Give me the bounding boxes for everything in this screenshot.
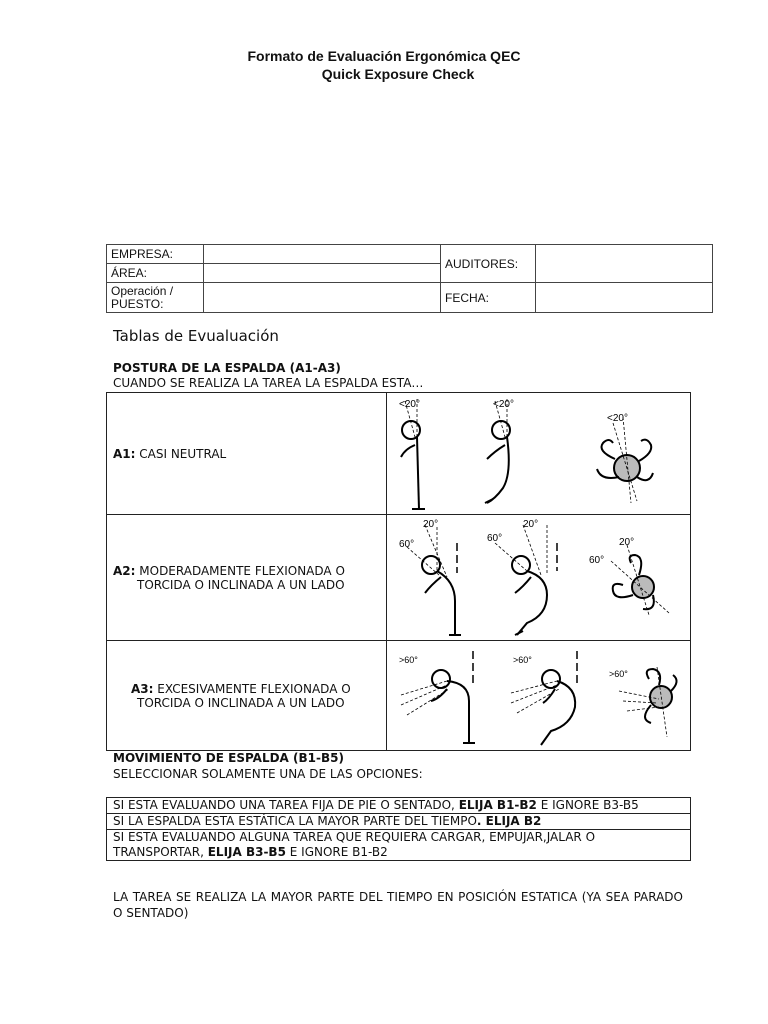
angle-label: <20° <box>399 399 420 410</box>
angle-label: 20° <box>423 519 439 530</box>
posture-a1-illustration <box>387 393 690 511</box>
row-a2-figures <box>387 515 691 641</box>
row-a2-text-line1: MODERADAMENTE FLEXIONADA O <box>139 563 345 578</box>
postura-subheading: CUANDO SE REALIZA LA TAREA LA ESPALDA ESTA… <box>113 376 424 390</box>
operacion-label <box>107 283 204 313</box>
angle-label: 20° <box>523 519 539 530</box>
row-a3-figures <box>387 641 691 751</box>
area-field[interactable] <box>204 264 441 283</box>
angle-label: 60° <box>487 533 503 544</box>
option-text: SI LA ESPALDA ESTA ESTÁTICA LA MAYOR PARTE DEL TIEMPO <box>113 814 477 828</box>
row-a1-text: CASI NEUTRAL <box>139 446 227 461</box>
row-a2-code: A2: <box>113 563 136 578</box>
row-a3-label <box>107 641 387 751</box>
info-table <box>106 244 713 313</box>
option-choice: . ELIJA B2 <box>476 814 542 828</box>
angle-label: <20° <box>493 399 514 410</box>
movimiento-subheading: SELECCIONAR SOLAMENTE UNA DE LAS OPCIONES: <box>113 767 423 781</box>
operacion-label-line1: Operación / <box>111 283 174 298</box>
row-a3-code: A3: <box>131 681 154 696</box>
operacion-field[interactable] <box>204 283 441 313</box>
section-title: Tablas de Evualuación <box>113 327 279 345</box>
option-text: E IGNORE B1-B2 <box>285 845 388 859</box>
movimiento-heading: MOVIMIENTO DE ESPALDA (B1-B5) <box>113 751 344 765</box>
option-choice: ELIJA B1-B2 <box>458 798 537 812</box>
option-text: E IGNORE B3-B5 <box>536 798 639 812</box>
row-a1-label <box>107 393 387 515</box>
movimiento-options-table <box>106 797 691 861</box>
angle-label: <20° <box>607 413 628 424</box>
angle-label: >60° <box>609 669 628 679</box>
option-row[interactable] <box>107 798 691 814</box>
empresa-label: EMPRESA: <box>107 245 204 264</box>
posture-a3-illustration <box>387 641 690 747</box>
row-a1-figures <box>387 393 691 515</box>
option-choice: ELIJA B3-B5 <box>207 845 286 859</box>
angle-label: 60° <box>399 539 415 550</box>
angle-label: 60° <box>589 555 605 566</box>
auditores-field[interactable] <box>536 245 713 283</box>
document-title: Formato de Evaluación Ergonómica QEC <box>247 48 521 64</box>
option-text: SI ESTA EVALUANDO UNA TAREA FIJA DE PIE O SENTADO, <box>113 798 459 812</box>
option-text: SI ESTA EVALUANDO ALGUNA TAREA QUE REQUIERA CARGAR, EMPUJAR,JALAR O TRANSPORTAR, <box>113 830 596 859</box>
angle-label: 20° <box>619 537 635 548</box>
empresa-field[interactable] <box>204 245 441 264</box>
auditores-label: AUDITORES: <box>441 245 536 283</box>
option-row[interactable] <box>107 830 691 861</box>
angle-label: >60° <box>399 655 418 665</box>
posture-a2-illustration <box>387 515 690 637</box>
postura-heading: POSTURA DE LA ESPALDA (A1-A3) <box>113 361 341 375</box>
fecha-label: FECHA: <box>441 283 536 313</box>
row-a2-text-line2: TORCIDA O INCLINADA A UN LADO <box>137 577 345 592</box>
angle-label: >60° <box>513 655 532 665</box>
row-a3-text-line2: TORCIDA O INCLINADA A UN LADO <box>137 695 345 710</box>
option-row[interactable] <box>107 814 691 830</box>
area-label: ÁREA: <box>107 264 204 283</box>
operacion-label-line2: PUESTO: <box>111 296 164 311</box>
static-posture-paragraph: LA TAREA SE REALIZA LA MAYOR PARTE DEL TIEMPO EN POSICIÓN ESTATICA (YA SEA PARADO O SENTADO) <box>113 890 683 920</box>
document-subtitle: Quick Exposure Check <box>321 66 475 82</box>
postura-table <box>106 392 691 751</box>
row-a2-label <box>107 515 387 641</box>
fecha-field[interactable] <box>536 283 713 313</box>
row-a3-text-line1: EXCESIVAMENTE FLEXIONADA O <box>157 681 351 696</box>
row-a1-code: A1: <box>113 446 136 461</box>
